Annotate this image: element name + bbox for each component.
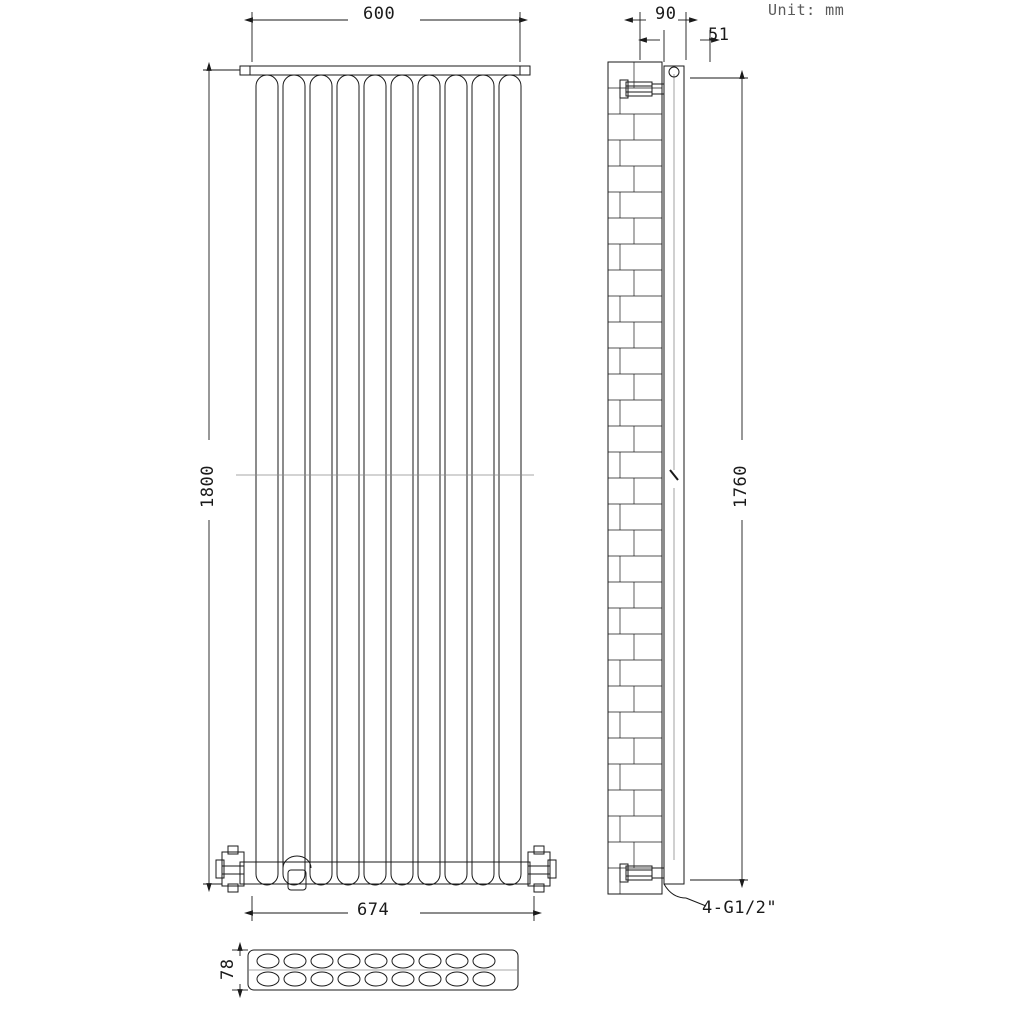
annotation-connection-callout: 4-G1/2" (702, 898, 778, 918)
top-plan (248, 950, 518, 990)
dim-label-depth-overall: 90 (655, 4, 677, 24)
bracket-bottom-side (620, 864, 664, 882)
side-elevation (608, 62, 706, 906)
dim-label-depth-plan: 78 (218, 958, 238, 980)
units-note: Unit: mm (768, 1, 845, 19)
bracket-top-side (620, 80, 664, 98)
dim-label-depth-offset: 51 (708, 25, 730, 45)
dim-label-height-centres: 1760 (731, 465, 751, 508)
dim-label-width-bracket: 674 (357, 900, 390, 920)
dimension-lines-front (203, 12, 534, 921)
radiator-fins (256, 75, 521, 885)
dimension-lines-side (632, 12, 748, 880)
front-elevation (216, 66, 556, 892)
dim-label-height-overall: 1800 (198, 465, 218, 508)
dim-label-width-overall: 600 (363, 4, 396, 24)
valve-right (528, 846, 556, 892)
